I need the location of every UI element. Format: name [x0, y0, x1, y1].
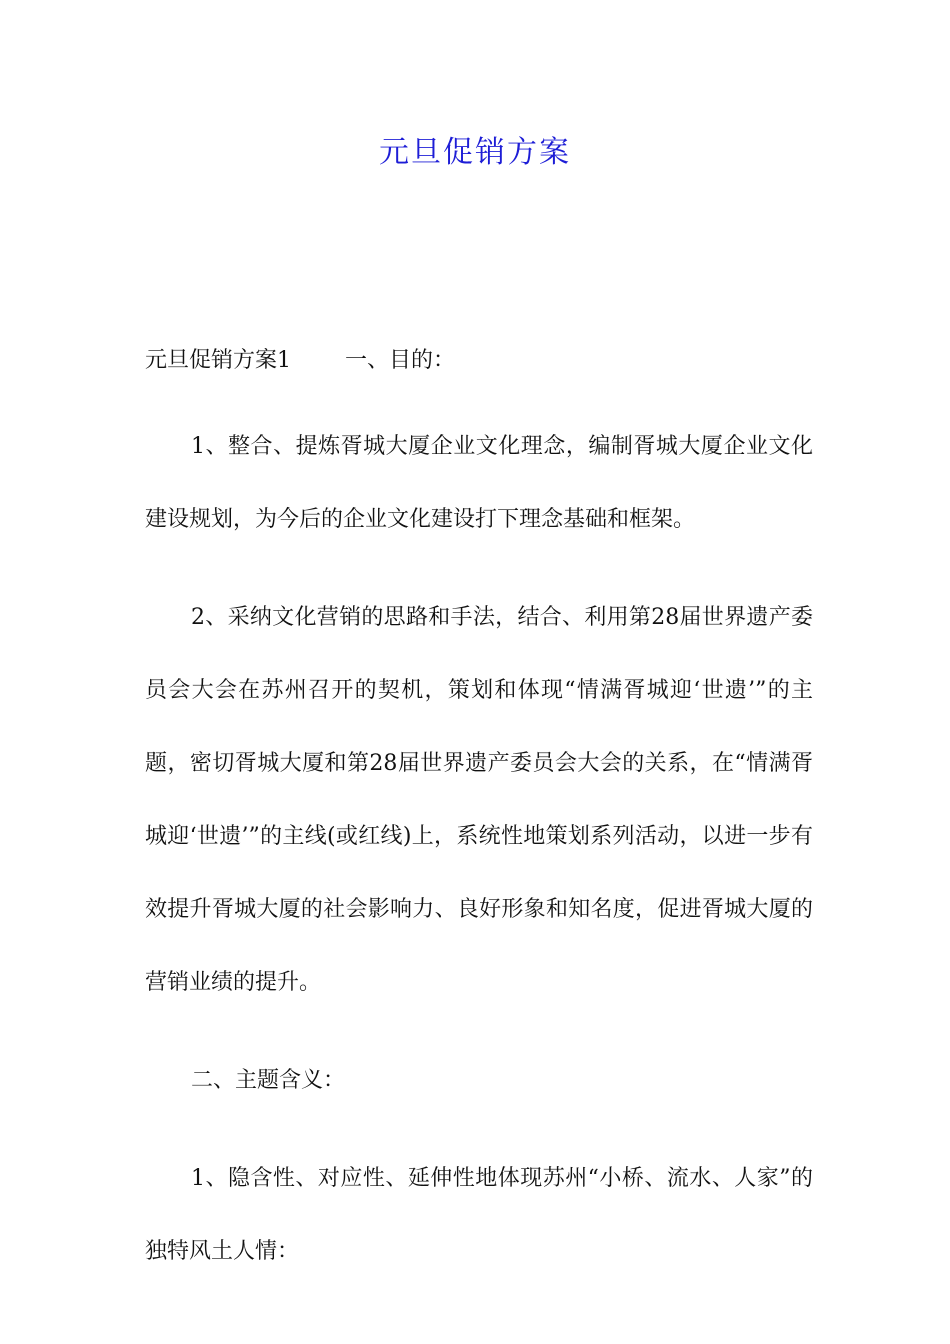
heading-theme: 二、主题含义：	[191, 1068, 346, 1093]
paragraph-2: 2、采纳文化营销的思路和手法，结合、利用第28届世界遗产委员会大会在苏州召开的契机，策划和体现“情满胥城迎‘世遗’”的主题，密切胥城大厦和第28届世界遗产委员会大会的关系，在“情满胥城迎‘世遗’”的主线(或红线)上，系统性地策划系列活动，以进一步有效提升胥城大厦的社会影响力、良好形象和知名度，促进胥城大厦的营销业绩的提升。	[145, 605, 813, 995]
section-label: 元旦促销方案1	[145, 348, 291, 373]
document-body	[145, 337, 813, 1313]
paragraph-3: 1、隐含性、对应性、延伸性地体现苏州“小桥、流水、人家”的独特风土人情：	[145, 1166, 813, 1264]
document-title: 元旦促销方案	[379, 135, 571, 170]
heading-purpose: 一、目的：	[345, 348, 456, 373]
first-line	[145, 337, 813, 385]
paragraph-1: 1、整合、提炼胥城大厦企业文化理念，编制胥城大厦企业文化建设规划，为今后的企业文化建设打下理念基础和框架。	[145, 434, 813, 532]
